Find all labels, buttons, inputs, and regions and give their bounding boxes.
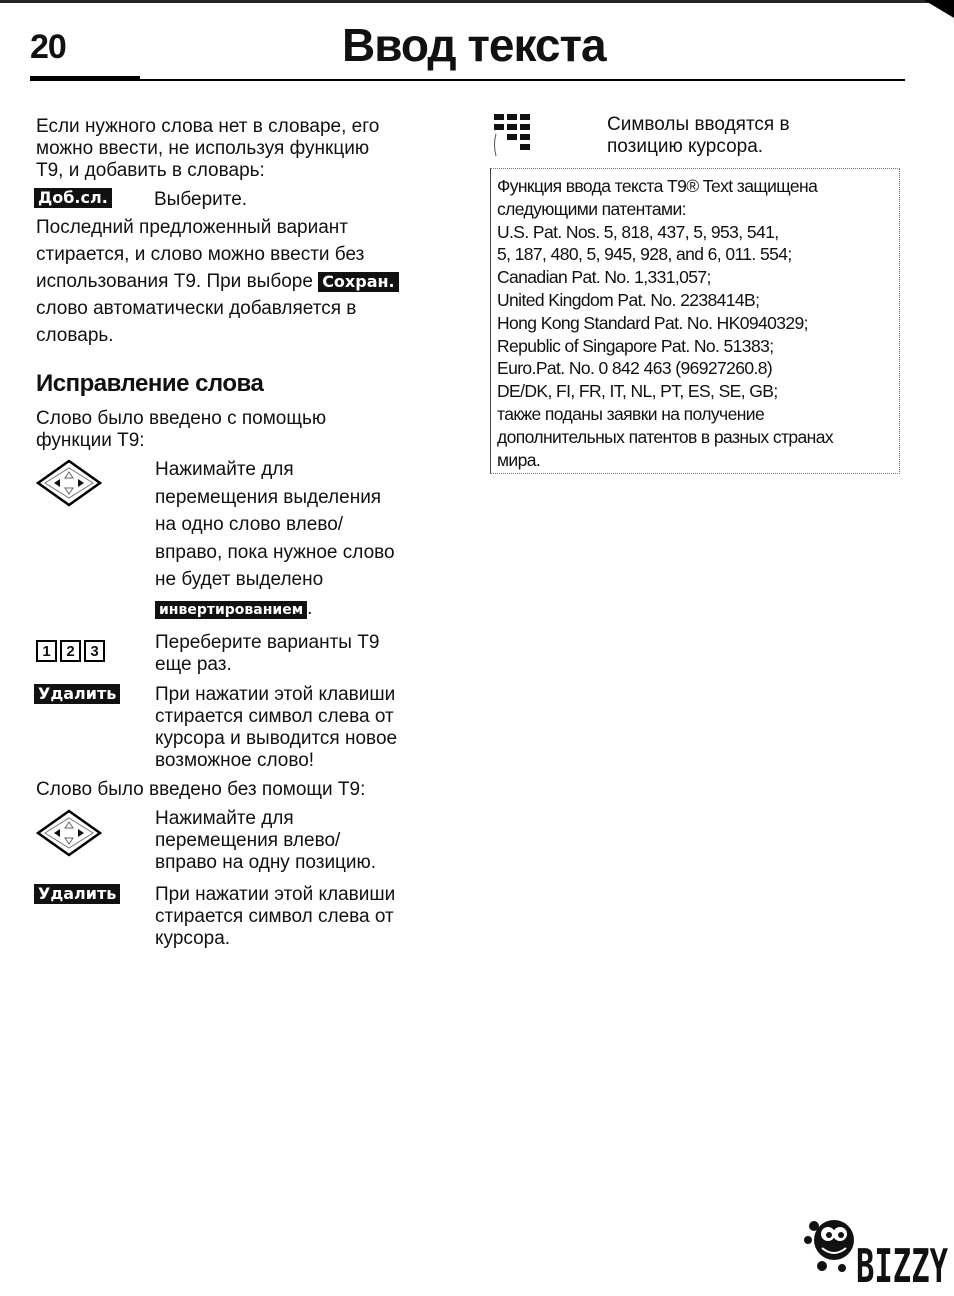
intro-line: можно ввести, не используя функцию bbox=[36, 138, 370, 159]
patent-line: United Kingdom Pat. No. 2238414B; bbox=[497, 289, 760, 310]
delete-label: Удалить bbox=[34, 884, 120, 904]
delete2-description bbox=[155, 884, 395, 950]
section-heading: Исправление слова bbox=[36, 370, 264, 397]
key-1[interactable]: 1 bbox=[36, 640, 57, 662]
add-word-softkey[interactable] bbox=[34, 188, 112, 208]
symbol-keypad-icon bbox=[490, 112, 540, 162]
key-3[interactable]: 3 bbox=[84, 640, 105, 662]
delete2-line: При нажатии этой клавиши bbox=[155, 884, 396, 905]
bizzy-logo-icon bbox=[800, 1200, 950, 1290]
patent-line: следующими патентами: bbox=[497, 198, 686, 219]
nav2-line: перемещения влево/ bbox=[155, 830, 341, 851]
header-rule bbox=[140, 79, 905, 81]
patent-line: Hong Kong Standard Pat. No. HK0940329; bbox=[497, 312, 808, 333]
t9-intro bbox=[36, 408, 326, 452]
patent-line: DE/DK, FI, FR, IT, NL, PT, ES, SE, GB; bbox=[497, 381, 778, 402]
body-line-with-save bbox=[36, 268, 399, 295]
symbols-line: позицию курсора. bbox=[607, 136, 764, 157]
corner-mark bbox=[924, 0, 954, 18]
page-number: 20 bbox=[30, 28, 66, 66]
t9-intro-line: Слово было введено с помощью bbox=[36, 408, 327, 429]
delete-label: Удалить bbox=[34, 684, 120, 704]
page-title: Ввод текста bbox=[342, 19, 606, 71]
patent-line: мира. bbox=[497, 449, 541, 470]
body-line: слово автоматически добавляется в bbox=[36, 298, 357, 319]
patent-line: дополнительных патентов в разных странах bbox=[497, 426, 834, 447]
key-2[interactable]: 2 bbox=[60, 640, 81, 662]
symbols-description bbox=[607, 114, 790, 158]
delete-line: стирается символ слева от bbox=[155, 706, 394, 727]
patent-line: Euro.Pat. No. 0 842 463 (96927260.8) bbox=[497, 358, 773, 379]
delete-line: При нажатии этой клавиши bbox=[155, 684, 396, 705]
add-word-action: Выберите. bbox=[154, 189, 248, 210]
body-line: стирается, и слово можно ввести без bbox=[36, 244, 365, 265]
body-line: Последний предложенный вариант bbox=[36, 217, 348, 238]
patent-line: U.S. Pat. Nos. 5, 818, 437, 5, 953, 541, bbox=[497, 221, 779, 242]
delete-line: курсора и выводится новое bbox=[155, 728, 398, 749]
no-t9-intro: Слово было введено без помощи Т9: bbox=[36, 779, 366, 800]
t9-intro-line: функции Т9: bbox=[36, 430, 145, 451]
navigation-key-icon bbox=[34, 458, 104, 508]
nav-line: Нажимайте для bbox=[155, 459, 294, 480]
delete-line: возможное слово! bbox=[155, 750, 315, 771]
symbols-line: Символы вводятся в bbox=[607, 114, 790, 135]
nav-line: перемещения выделения bbox=[155, 486, 382, 508]
top-rule bbox=[0, 0, 954, 3]
header-thick-rule bbox=[30, 76, 140, 81]
nav2-line: вправо на одну позицию. bbox=[155, 852, 377, 873]
nav-line: на одно слово влево/ bbox=[155, 514, 344, 535]
nav2-line: Нажимайте для bbox=[155, 808, 294, 829]
number-keys bbox=[36, 640, 105, 662]
intro-body bbox=[36, 214, 399, 349]
body-line: использования Т9. При выборе bbox=[36, 271, 313, 292]
body-line: словарь. bbox=[36, 325, 114, 346]
delete2-line: стирается символ слева от bbox=[155, 906, 394, 927]
intro-text bbox=[36, 116, 379, 182]
add-word-label: Доб.сл. bbox=[34, 188, 112, 208]
nav2-description bbox=[155, 808, 376, 874]
delete-description bbox=[155, 684, 397, 772]
patent-line: 5, 187, 480, 5, 945, 928, and 6, 011. 554; bbox=[497, 244, 792, 265]
nav-description bbox=[155, 456, 395, 622]
save-softkey[interactable]: Сохран. bbox=[318, 272, 398, 292]
patent-notice-box bbox=[490, 168, 900, 474]
delete-softkey[interactable] bbox=[34, 884, 120, 904]
delete2-line: курсора. bbox=[155, 928, 231, 949]
patent-line: Republic of Singapore Pat. No. 51383; bbox=[497, 335, 774, 356]
keys-line: еще раз. bbox=[155, 654, 232, 675]
nav-line: вправо, пока нужное слово bbox=[155, 541, 395, 563]
inverted-highlight: инвертированием bbox=[155, 601, 307, 619]
patent-line: также поданы заявки на получение bbox=[497, 403, 765, 424]
patent-line: Canadian Pat. No. 1,331,057; bbox=[497, 267, 711, 288]
nav-line: не будет выделено bbox=[155, 569, 324, 590]
intro-line: Т9, и добавить в словарь: bbox=[36, 160, 265, 181]
navigation-key-icon bbox=[34, 808, 104, 858]
logo-wordmark: BIZZY bbox=[856, 1239, 949, 1290]
keys-description bbox=[155, 632, 379, 676]
patent-line: Функция ввода текста Т9® Text защищена bbox=[497, 176, 818, 196]
keys-line: Переберите варианты Т9 bbox=[155, 632, 380, 653]
intro-line: Если нужного слова нет в словаре, его bbox=[36, 116, 380, 137]
delete-softkey[interactable] bbox=[34, 684, 120, 704]
inverted-row: инвертированием . bbox=[155, 595, 395, 623]
